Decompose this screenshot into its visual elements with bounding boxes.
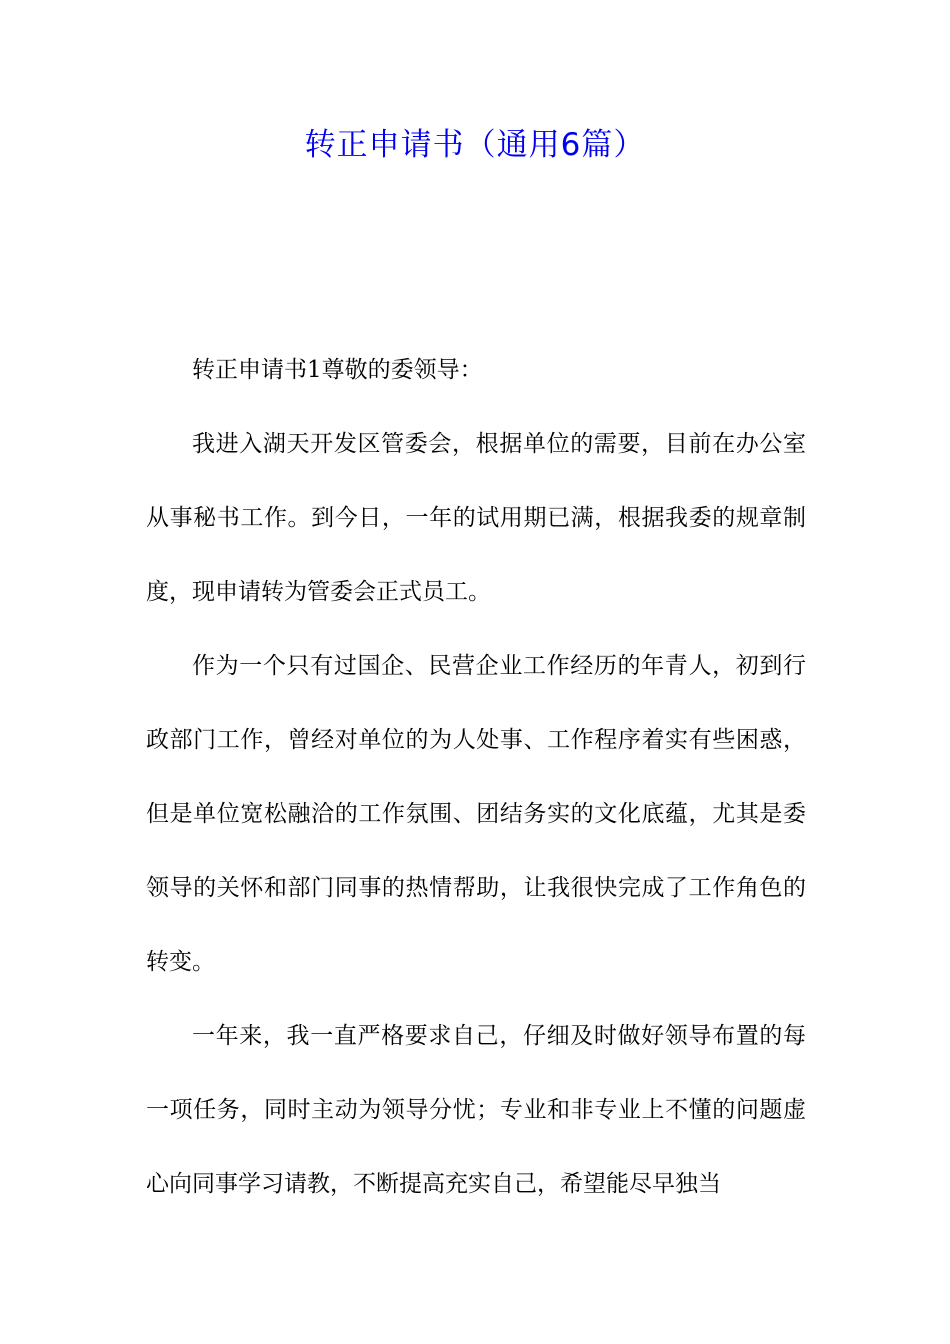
- paragraph-intro: 我进入湖天开发区管委会，根据单位的需要，目前在办公室从事秘书工作。到今日，一年的试用期已满，根据我委的规章制度，现申请转为管委会正式员工。: [146, 431, 806, 605]
- document-title: 转正申请书（通用6篇）: [304, 127, 646, 163]
- paragraph-adaptation: 作为一个只有过国企、民营企业工作经历的年青人，初到行政部门工作，曾经对单位的为人处事、工作程序着实有些困惑，但是单位宽松融洽的工作氛围、团结务实的文化底蕴，尤其是委领导的关怀和部门同事的热情帮助，让我很快完成了工作角色的转变。: [146, 653, 806, 975]
- paragraph-work-summary: 一年来，我一直严格要求自己，仔细及时做好领导布置的每一项任务，同时主动为领导分忧；专业和非专业上不懂的问题虚心向同事学习请教，不断提高充实自己，希望能尽早独当: [146, 1023, 806, 1197]
- document-body: [146, 333, 806, 1221]
- paragraph-salutation: 转正申请书1尊敬的委领导：: [192, 357, 483, 383]
